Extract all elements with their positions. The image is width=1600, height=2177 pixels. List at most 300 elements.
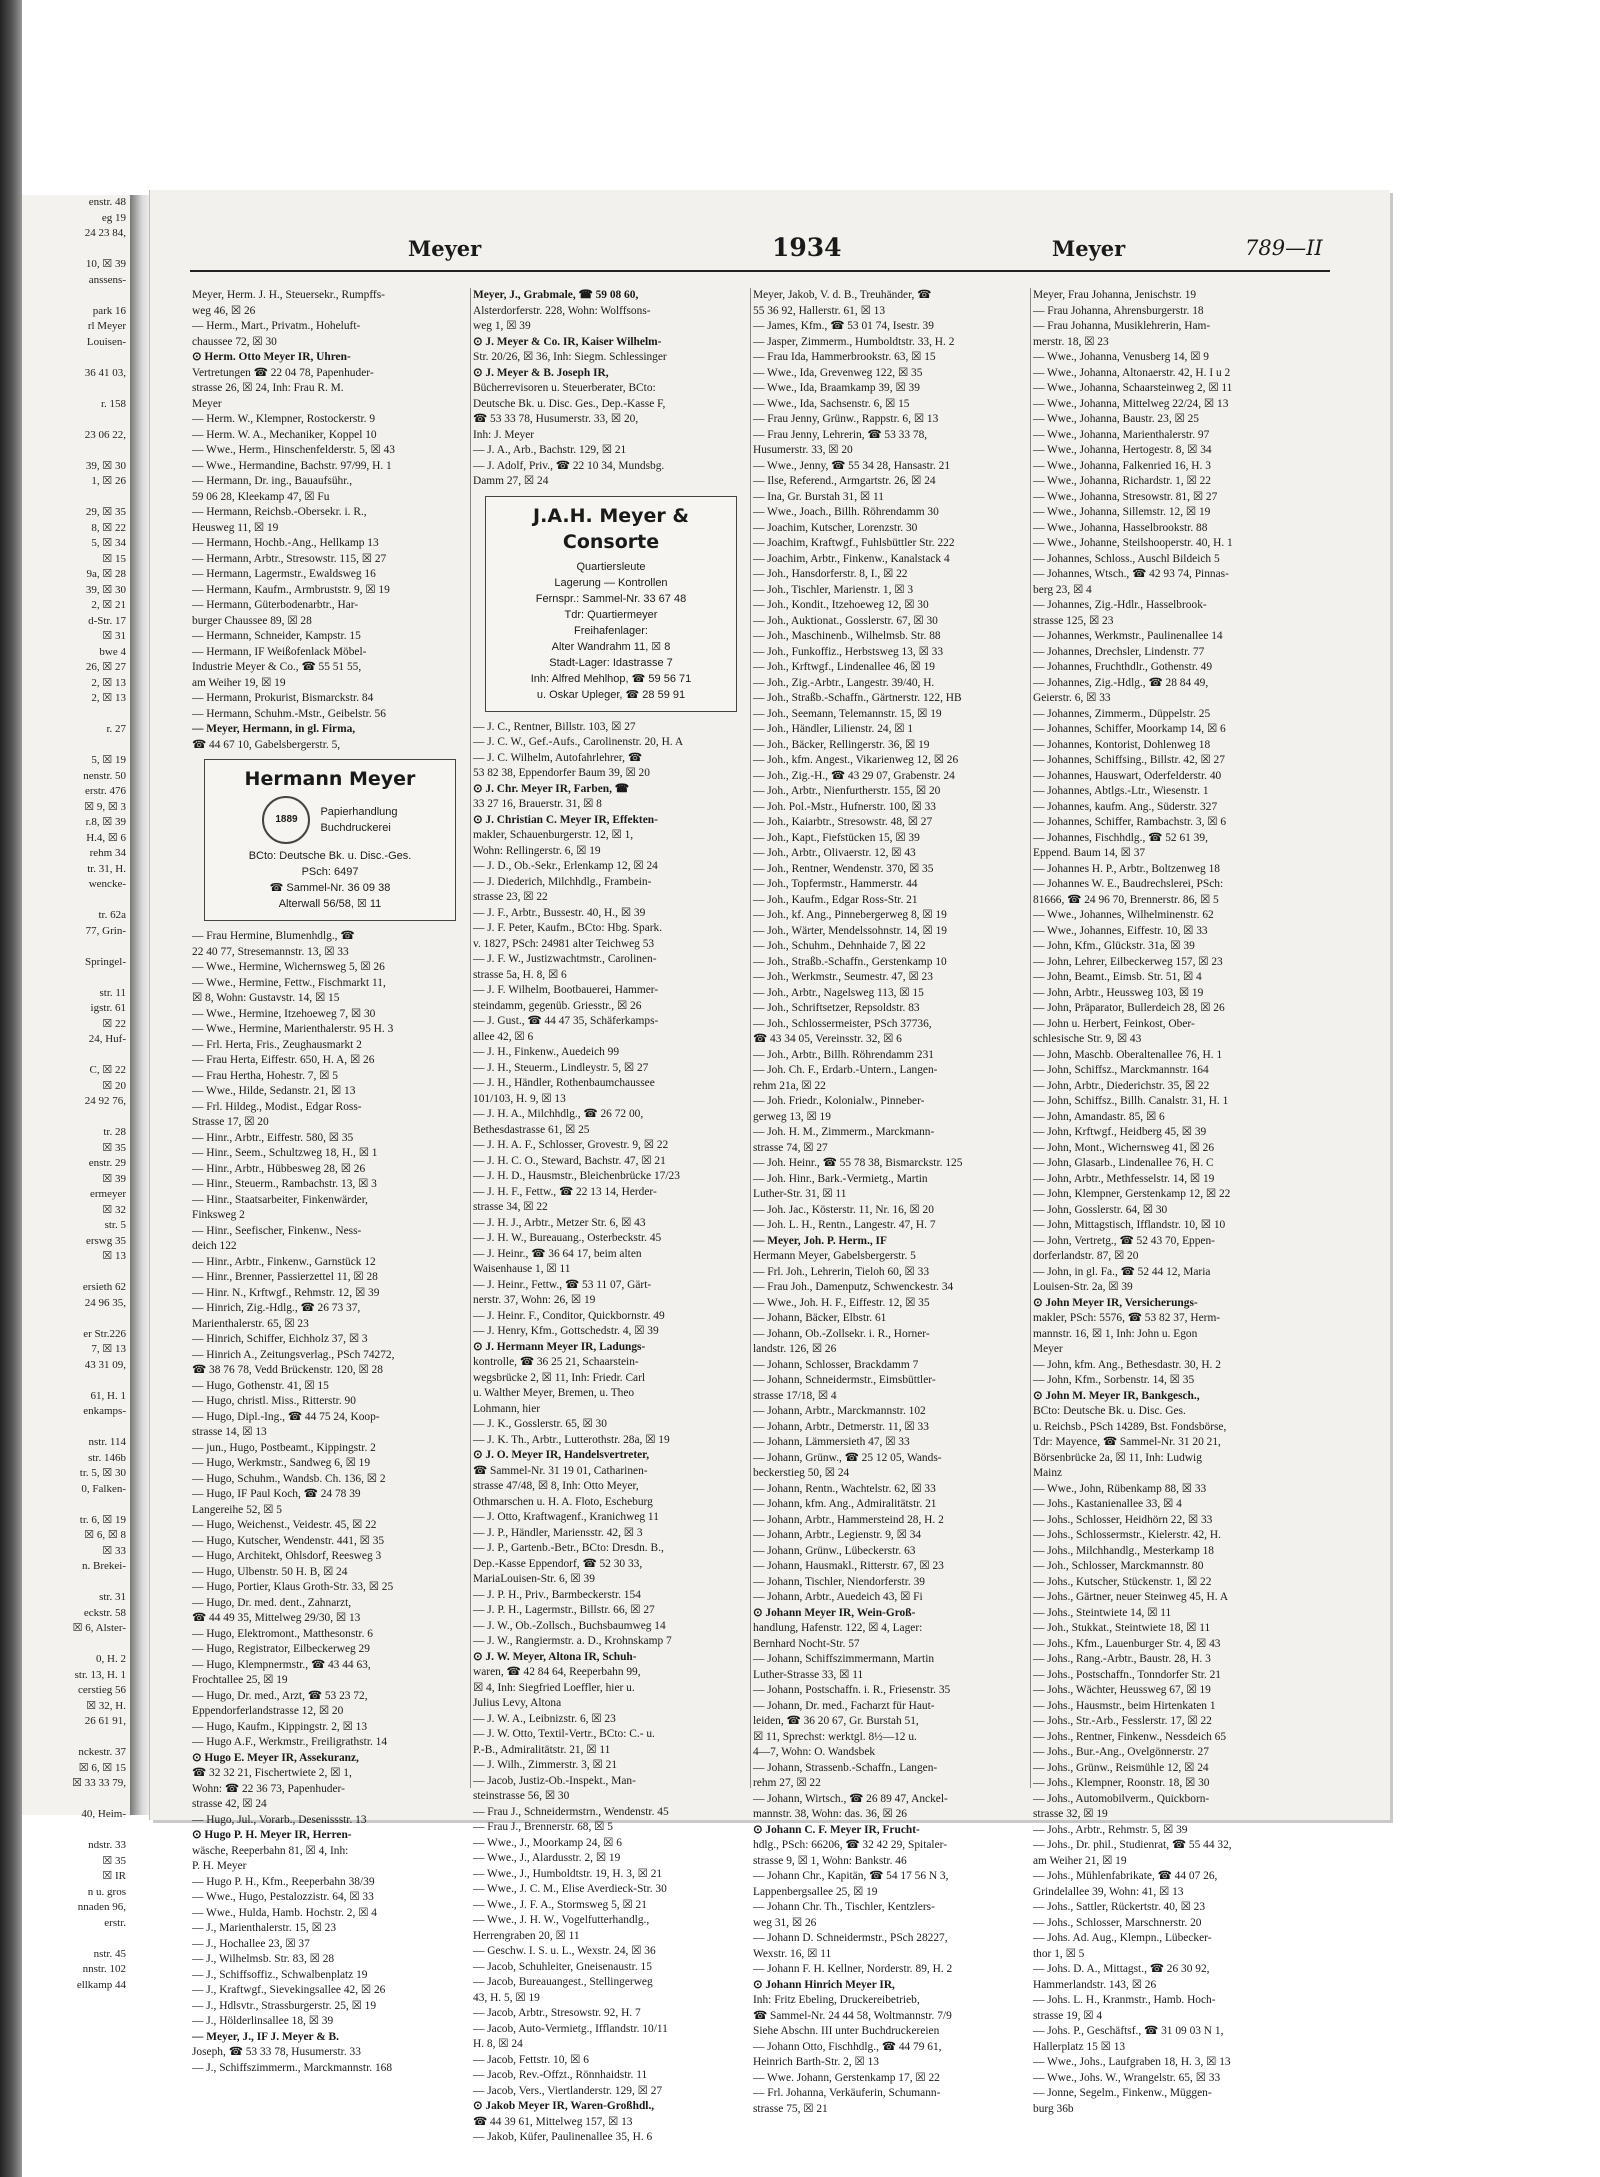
fragment-line: ☒ 15 — [102, 552, 126, 565]
directory-entry: — Johs., Grünw., Reismühle 12, ☒ 24 — [1033, 1761, 1209, 1774]
directory-entry: — Joh., Schlossermeister, PSch 37736, — [753, 1017, 932, 1030]
directory-entry: — Jacob, Bureauangest., Stellingerweg — [473, 1976, 653, 1988]
advertisement-box — [204, 759, 456, 921]
directory-entry: — Joh., Straßb.-Schaffn., Gärtnerstr. 122, HB — [753, 692, 962, 704]
directory-entry: — Joh., Rentner, Wendenstr. 370, ☒ 35 — [753, 862, 934, 875]
directory-entry: — Hugo, Klempnermstr., ☎ 43 44 63, — [192, 1658, 371, 1671]
directory-entry: Othmarschen u. H. A. Floto, Escheburg — [473, 1495, 653, 1508]
directory-entry: — Joh., Straßb.-Schaffn., Gerstenkamp 10 — [753, 955, 947, 968]
directory-entry: — Johann, Ob.-Zollsekr. i. R., Horner- — [753, 1327, 930, 1340]
directory-entry: — Johann, Grünw., ☎ 25 12 05, Wands- — [753, 1451, 942, 1464]
directory-entry: ⊙ Johann Meyer IR, Wein-Groß- — [753, 1606, 916, 1619]
directory-entry: waren, ☎ 42 84 64, Reeperbahn 99, — [473, 1666, 641, 1678]
directory-entry: — Joh., Funkoffiz., Herbstsweg 13, ☒ 33 — [753, 645, 944, 658]
directory-entry: — Wwe., Joach., Billh. Röhrendamm 30 — [753, 506, 939, 518]
fragment-line — [22, 381, 130, 397]
directory-entry: — Joh. L. H., Rentn., Langestr. 47, H. 7 — [753, 1219, 936, 1231]
directory-entry: strasse 75, ☒ 21 — [753, 2102, 828, 2115]
fragment-line: r. 158 — [100, 397, 126, 410]
directory-entry: — Wwe., Ida, Braamkamp 39, ☒ 39 — [753, 382, 920, 394]
advertisement-box — [485, 496, 737, 712]
fragment-line: H.4, ☒ 6 — [86, 831, 126, 844]
directory-entry: Tdr: Mayence, ☎ Sammel-Nr. 31 20 21, — [1033, 1436, 1221, 1448]
directory-entry: — Joachim, Arbtr., Finkenw., Kanalstack 4 — [753, 552, 950, 565]
fragment-line: 1, ☒ 26 — [91, 475, 126, 487]
directory-entry: — Wwe., Herm., Hinschenfelderstr. 5, ☒ 43 — [192, 444, 395, 456]
directory-entry: — Johs., Hausmstr., beim Hirtenkaten 1 — [1033, 1699, 1216, 1712]
directory-entry: 55 36 92, Hallerstr. 61, ☒ 13 — [753, 304, 886, 317]
directory-entry: thor 1, ☒ 5 — [1033, 1947, 1085, 1960]
directory-entry: — John u. Herbert, Feinkost, Ober- — [1033, 1017, 1195, 1030]
fragment-line: ☒ 6, ☒ 8 — [84, 1529, 126, 1541]
directory-entry: — Frau Jenny, Grünw., Rappstr. 6, ☒ 13 — [753, 413, 939, 425]
directory-entry: — J. H., Händler, Rothenbaumchaussee — [473, 1077, 655, 1089]
directory-entry: — Joh., Kondit., Itzehoeweg 12, ☒ 30 — [753, 599, 929, 611]
directory-entry: — Meyer, J., IF J. Meyer & B. — [192, 2030, 339, 2043]
directory-entry: Inh: Fritz Ebeling, Druckereibetrieb, — [753, 1994, 920, 2006]
directory-entry: — Joachim, Kutscher, Lorenzstr. 30 — [753, 521, 918, 534]
fragment-line: 77, Grin- — [85, 924, 126, 937]
directory-entry: — Johannes, Zig.-Hdlr., Hasselbrook- — [1033, 599, 1207, 611]
fragment-line: 5, ☒ 19 — [91, 754, 126, 766]
directory-entry: kontrolle, ☎ 36 25 21, Schaarstein- — [473, 1356, 639, 1368]
directory-entry: Börsenbrücke 2a, ☒ 11, Inh: Ludwig — [1033, 1451, 1202, 1464]
directory-entry: — J. Adolf, Priv., ☎ 22 10 34, Mundsbg. — [473, 459, 665, 472]
directory-entry: — J. H. J., Arbtr., Metzer Str. 6, ☒ 43 — [473, 1216, 646, 1229]
directory-entry: ⊙ Johann Hinrich Meyer IR, — [753, 1978, 895, 1991]
fragment-line: 2, ☒ 21 — [91, 599, 126, 611]
directory-entry: ☎ 38 76 78, Vedd Brückenstr. 120, ☒ 28 — [192, 1364, 383, 1376]
fragment-line: 5, ☒ 34 — [91, 537, 126, 549]
directory-entry: — Hermann, IF Weißofenlack Möbel- — [192, 645, 367, 658]
column-4 — [1030, 288, 1321, 2115]
directory-entry: — Herm., Mart., Privatm., Hoheluft- — [192, 320, 361, 332]
directory-entry: am Weiher 21, ☒ 19 — [1033, 1854, 1127, 1867]
directory-entry: makler, Schauenburgerstr. 12, ☒ 1, — [473, 829, 634, 841]
directory-entry: — Frl. Hildeg., Modist., Edgar Ross- — [192, 1100, 362, 1113]
ad-line: BCto: Deutsche Bk. u. Disc.-Ges. — [248, 850, 412, 862]
fragment-line: nnaden 96, — [77, 1901, 126, 1913]
directory-entry: — J., Wilhelmsb. Str. 83, ☒ 28 — [192, 1953, 335, 1965]
fragment-line — [22, 1311, 130, 1327]
directory-entry: — Hugo, Jul., Vorarb., Desenissstr. 13 — [192, 1813, 367, 1826]
directory-entry: — Johs., Bur.-Ang., Ovelgönnerstr. 27 — [1033, 1746, 1209, 1758]
directory-entry: — Jacob, Vers., Viertlanderstr. 129, ☒ 27 — [473, 2084, 663, 2097]
directory-entry: — Wwe., Hulda, Hamb. Hochstr. 2, ☒ 4 — [192, 1906, 377, 1919]
directory-entry: — J., Hochallee 23, ☒ 37 — [192, 1937, 310, 1950]
directory-entry: — Wwe., Johanna, Altonaerstr. 42, H. I u 2 — [1033, 366, 1231, 379]
ad-line: Freihafenlager: — [574, 624, 648, 637]
directory-entry: — Wwe., Hermine, Marienthalerstr. 95 H. 3 — [192, 1023, 394, 1035]
directory-entry: — Johann, Schiffszimmermann, Martin — [753, 1653, 935, 1665]
fragment-line: n. Brekei- — [82, 1560, 126, 1572]
directory-entry: Joseph, ☎ 53 33 78, Husumerstr. 33 — [192, 2046, 361, 2058]
directory-entry: — Hugo, Dipl.-Ing., ☎ 44 75 24, Koop- — [192, 1410, 380, 1423]
fragment-line — [22, 490, 130, 506]
fragment-line: rl Meyer — [87, 320, 126, 332]
directory-entry: — Johs., Milchhandlg., Mesterkamp 18 — [1033, 1544, 1214, 1557]
fragment-line: bwe 4 — [99, 645, 126, 658]
directory-entry: — Frau J., Schneidermstrn., Wendenstr. 45 — [473, 1805, 669, 1818]
directory-entry: — John, Mittagstisch, Ifflandstr. 10, ☒ 10 — [1033, 1219, 1226, 1231]
directory-entry: mannstr. 16, ☒ 1, Inh: John u. Egon — [1033, 1327, 1198, 1340]
directory-entry: ⊙ Johann C. F. Meyer IR, Frucht- — [753, 1823, 920, 1836]
directory-entry: — John, Beamt., Eimsb. Str. 51, ☒ 4 — [1033, 971, 1202, 983]
directory-entry: — Frau Johanna, Ahrensburgerstr. 18 — [1033, 304, 1204, 317]
directory-entry: — Johann, Lämmersieth 47, ☒ 33 — [753, 1436, 910, 1448]
directory-entry: — John, Arbtr., Heussweg 103, ☒ 19 — [1033, 986, 1204, 999]
directory-entry: burger Chaussee 89, ☒ 28 — [192, 614, 312, 627]
directory-entry: — J. P., Gartenb.-Betr., BCto: Dresdn. B., — [473, 1542, 664, 1554]
fragment-line: str. 5 — [104, 1219, 126, 1231]
directory-entry: — Joh., Hansdorferstr. 8, I., ☒ 22 — [753, 568, 908, 580]
fragment-line: rehm 34 — [89, 847, 126, 859]
page-header — [190, 230, 1330, 272]
directory-entry: — Wwe., Ida, Grevenweg 122, ☒ 35 — [753, 366, 923, 379]
scan-edge-shadow — [0, 0, 22, 2177]
ad-line: Alterwall 56/58, ☒ 11 — [278, 898, 382, 910]
directory-entry: — Johs., Kfm., Lauenburger Str. 4, ☒ 43 — [1033, 1637, 1221, 1650]
ad-line: Lagerung — Kontrollen — [554, 576, 668, 589]
directory-entry: am Weiher 19, ☒ 19 — [192, 676, 286, 689]
directory-entry: — J., Hdlsvtr., Strassburgerstr. 25, ☒ 19 — [192, 1999, 377, 2012]
directory-entry: — Johannes, Zig.-Hdlg., ☎ 28 84 49, — [1033, 676, 1209, 689]
directory-entry: Wohn: ☎ 22 36 73, Papenhuder- — [192, 1782, 345, 1795]
directory-entry: 59 06 28, Kleekamp 47, ☒ Fu — [192, 490, 330, 503]
directory-entry: — Johannes, Schloss., Auschl Bildeich 5 — [1033, 552, 1220, 565]
directory-entry: Siehe Abschn. III unter Buchdruckereien — [753, 2025, 940, 2037]
directory-entry: — Joh., Kaiarbtr., Stresowstr. 48, ☒ 27 — [753, 816, 933, 828]
fragment-line: 23 06 22, — [84, 428, 126, 441]
fragment-line: eckstr. 58 — [83, 1606, 126, 1619]
directory-entry: weg 1, ☒ 39 — [473, 320, 531, 332]
directory-entry: — Wwe., Johanna, Schaarsteinweg 2, ☒ 11 — [1033, 382, 1233, 394]
directory-entry: v. 1827, PSch: 24981 alter Teichweg 53 — [473, 937, 655, 950]
directory-entry: Damm 27, ☒ 24 — [473, 475, 549, 487]
directory-entry: — Joh., Wärter, Mendelssohnstr. 14, ☒ 19 — [753, 924, 947, 937]
directory-entry: ☎ 44 67 10, Gabelsbergerstr. 5, — [192, 738, 341, 751]
directory-entry: — Wwe., Johanne, Steilshooperstr. 40, H. 1 — [1033, 537, 1233, 549]
directory-entry: Meyer, Jakob, V. d. B., Treuhänder, ☎ — [753, 289, 932, 301]
directory-entry: — Wwe., Hermandine, Bachstr. 97/99, H. 1 — [192, 459, 392, 472]
directory-entry: — Joh., Arbtr., Billh. Röhrendamm 231 — [753, 1048, 934, 1061]
directory-entry: strasse 5a, H. 8, ☒ 6 — [473, 968, 567, 981]
directory-entry: — Hugo, Gothenstr. 41, ☒ 15 — [192, 1379, 329, 1392]
directory-entry: — Hinr., Arbtr., Hübbesweg 28, ☒ 26 — [192, 1162, 366, 1175]
directory-entry: Wexstr. 16, ☒ 11 — [753, 1947, 832, 1960]
fragment-line — [22, 738, 130, 754]
directory-entry: — Joh., Maschinenb., Wilhelmsb. Str. 88 — [753, 630, 941, 642]
directory-entry: — John, Präparator, Bullerdeich 28, ☒ 26 — [1033, 1002, 1225, 1014]
fragment-line — [22, 412, 130, 428]
directory-entry: ☎ 43 34 05, Vereinsstr. 32, ☒ 6 — [753, 1033, 902, 1045]
directory-entry: — Frau Herta, Eiffestr. 650, H. A, ☒ 26 — [192, 1054, 375, 1066]
directory-entry: strasse 14, ☒ 13 — [192, 1426, 267, 1438]
fragment-line: ndstr. 33 — [88, 1839, 126, 1851]
directory-entry: — Hermann, Hochb.-Ang., Hellkamp 13 — [192, 537, 379, 549]
directory-entry: — Wwe., Hugo, Pestalozzistr. 64, ☒ 33 — [192, 1891, 374, 1903]
fragment-line: er Str.226 — [83, 1327, 126, 1340]
directory-entry: chaussee 72, ☒ 30 — [192, 335, 277, 348]
directory-entry: — J. F., Arbtr., Bussestr. 40, H., ☒ 39 — [473, 906, 646, 919]
fragment-line: str. 11 — [99, 986, 126, 999]
directory-entry: — J. H. A. F., Schlosser, Grovestr. 9, ☒ 22 — [473, 1139, 669, 1151]
fragment-line: r. 27 — [106, 723, 126, 735]
directory-entry: — Wwe., J. H. W., Vogelfutterhandlg., — [473, 1914, 650, 1926]
directory-entry: — Jonne, Segelm., Finkenw., Müggen- — [1033, 2087, 1212, 2099]
directory-entry: — J. H., Steuerm., Lindleystr. 5, ☒ 27 — [473, 1061, 649, 1074]
directory-entry: Str. 20/26, ☒ 36, Inh: Siegm. Schlessinger — [473, 351, 667, 363]
directory-entry: ⊙ J. Christian C. Meyer IR, Effekten- — [473, 813, 658, 826]
fragment-line — [22, 1823, 130, 1839]
fragment-line: 40, Heim- — [81, 1808, 126, 1820]
directory-entry: weg 31, ☒ 26 — [753, 1916, 817, 1929]
directory-entry: — Frl. Johanna, Verkäuferin, Schumann- — [753, 2087, 941, 2099]
directory-entry: P.-B., Admiralitätstr. 21, ☒ 11 — [473, 1743, 611, 1756]
directory-entry: — Joh. Heinr., ☎ 55 78 38, Bismarckstr. 125 — [753, 1157, 963, 1169]
directory-entry: — Wwe., Joh. H. F., Eiffestr. 12, ☒ 35 — [753, 1296, 930, 1309]
directory-entry: — Johs. P., Geschäftsf., ☎ 31 09 03 N 1, — [1033, 2025, 1224, 2037]
directory-entry: 33 27 16, Brauerstr. 31, ☒ 8 — [473, 798, 602, 810]
directory-entry: — Frau Hermine, Blumenhdlg., ☎ — [192, 930, 355, 942]
directory-entry: — Joh. Ch. F., Erdarb.-Untern., Langen- — [753, 1064, 938, 1076]
directory-entry: — Joh., Topfermstr., Hammerstr. 44 — [753, 878, 918, 890]
fragment-line — [22, 1420, 130, 1436]
fragment-line: nckestr. 37 — [78, 1746, 126, 1758]
directory-entry: — Johann, Arbtr., Marckmannstr. 102 — [753, 1405, 926, 1417]
fragment-line: ☒ 35 — [102, 1854, 126, 1867]
directory-entry: Luther-Str. 31, ☒ 11 — [753, 1188, 847, 1200]
directory-entry: ☒ 11, Sprechst: werktgl. 8½—12 u. — [753, 1730, 917, 1743]
directory-entry: — Johann, Schneidermstr., Eimsbüttler- — [753, 1374, 936, 1386]
ad-line: Tdr: Quartiermeyer — [564, 608, 658, 621]
fragment-line: ersieth 62 — [82, 1281, 126, 1293]
directory-entry: — Johannes, Kontorist, Dohlenweg 18 — [1033, 738, 1211, 751]
directory-entry: — J. P. H., Priv., Barmbeckerstr. 154 — [473, 1588, 641, 1601]
directory-entry: strasse 47/48, ☒ 8, Inh: Otto Meyer, — [473, 1480, 639, 1492]
directory-entry: — Johann, Arbtr., Hammersteind 28, H. 2 — [753, 1513, 944, 1526]
directory-entry: — Johs., Kutscher, Stückenstr. 1, ☒ 22 — [1033, 1575, 1212, 1588]
directory-entry: — John, Lehrer, Eilbeckerweg 157, ☒ 23 — [1033, 955, 1223, 968]
directory-entry: ☎ 53 33 78, Husumerstr. 33, ☒ 20, — [473, 413, 639, 425]
directory-entry: Herrengraben 20, ☒ 11 — [473, 1929, 580, 1942]
directory-entry: Langereihe 52, ☒ 5 — [192, 1503, 282, 1516]
directory-entry: — Johannes, Schiffer, Moorkamp 14, ☒ 6 — [1033, 723, 1226, 735]
directory-entry: Meyer — [192, 397, 222, 410]
directory-entry: schlesische Str. 9, ☒ 43 — [1033, 1033, 1142, 1045]
fragment-line: n u. gros — [87, 1885, 126, 1898]
fragment-line: ☒ 9, ☒ 3 — [84, 800, 126, 813]
directory-entry: ☎ 44 49 35, Mittelweg 29/30, ☒ 13 — [192, 1612, 361, 1624]
directory-entry: — Wwe., Johannes, Eiffestr. 10, ☒ 33 — [1033, 924, 1208, 937]
directory-entry: — Hugo, Kutscher, Wendenstr. 441, ☒ 35 — [192, 1534, 385, 1547]
directory-entry: — Frau Ida, Hammerbrookstr. 63, ☒ 15 — [753, 351, 936, 363]
directory-entry: — Jacob, Rev.-Offzt., Rönnhaidstr. 11 — [473, 2069, 648, 2081]
fragment-line: 2, ☒ 13 — [91, 692, 126, 704]
directory-entry: — Wwe., Johs. W., Wrangelstr. 65, ☒ 33 — [1033, 2071, 1221, 2084]
fragment-line — [22, 1792, 130, 1808]
directory-entry: — Hugo, Dr. med., Arzt, ☎ 53 23 72, — [192, 1689, 368, 1702]
book-gutter — [130, 195, 150, 1815]
directory-entry: — John, Glasarb., Lindenallee 76, H. C — [1033, 1157, 1214, 1169]
directory-entry: Eppend. Baum 14, ☒ 37 — [1033, 847, 1146, 859]
fragment-line: 10, ☒ 39 — [85, 258, 126, 270]
directory-entry: — Hugo, Kaufm., Kippingstr. 2, ☒ 13 — [192, 1720, 368, 1733]
directory-entry: — John, Schiffsz., Billh. Canalstr. 31, H. 1 — [1033, 1095, 1229, 1107]
fragment-line: erstr. 476 — [85, 785, 126, 797]
directory-entry: — Hugo, Portier, Klaus Groth-Str. 33, ☒ 25 — [192, 1581, 394, 1593]
fragment-line: C, ☒ 22 — [89, 1064, 126, 1076]
directory-entry: — John, kfm. Ang., Bethesdastr. 30, H. 2 — [1033, 1358, 1221, 1371]
fragment-line: 39, ☒ 30 — [85, 459, 126, 472]
directory-entry: Geierstr. 6, ☒ 33 — [1033, 692, 1111, 704]
fragment-line: ermeyer — [89, 1188, 126, 1200]
fragment-line: str. 146b — [88, 1451, 126, 1464]
fragment-line: ☒ 6, Alster- — [72, 1622, 126, 1634]
fragment-line — [22, 1637, 130, 1653]
directory-entry: — Johs., Steintwiete 14, ☒ 11 — [1033, 1606, 1172, 1619]
fragment-line: d-Str. 17 — [88, 614, 126, 627]
directory-entry: — Joh., Arbtr., Olivaerstr. 12, ☒ 43 — [753, 847, 916, 859]
directory-entry: — Wwe., Johanna, Hasselbrookstr. 88 — [1033, 521, 1208, 534]
directory-entry: nerstr. 37, Wohn: 26, ☒ 19 — [473, 1294, 596, 1306]
directory-entry: — Johann, Rentn., Wachtelstr. 62, ☒ 33 — [753, 1482, 936, 1495]
directory-entry: — Wwe., Johanna, Sillemstr. 12, ☒ 19 — [1033, 506, 1211, 518]
header-page-number: 789—II — [1245, 236, 1323, 260]
directory-entry: — J. H. W., Bureauang., Osterbeckstr. 45 — [473, 1232, 662, 1244]
directory-entry: Dep.-Kasse Eppendorf, ☎ 52 30 33, — [473, 1557, 643, 1570]
fragment-line: erstr. — [104, 1916, 126, 1929]
fragment-line: 0, Falken- — [81, 1482, 126, 1495]
directory-entry: — Wwe., Hermine, Wichernsweg 5, ☒ 26 — [192, 961, 385, 973]
directory-entry: strasse 74, ☒ 27 — [753, 1141, 828, 1154]
directory-entry: — Hugo P. H., Kfm., Reeperbahn 38/39 — [192, 1875, 375, 1888]
directory-entry: — Wwe., Johannes, Wilhelminenstr. 62 — [1033, 909, 1214, 921]
directory-entry: — Wwe., J., Moorkamp 24, ☒ 6 — [473, 1836, 622, 1849]
directory-entry: — Jacob, Arbtr., Stresowstr. 92, H. 7 — [473, 2007, 641, 2019]
directory-entry: — Joh., Zig.-Arbtr., Langestr. 39/40, H. — [753, 676, 935, 689]
directory-entry: strasse 17/18, ☒ 4 — [753, 1389, 837, 1402]
directory-entry: Meyer, J., Grabmale, ☎ 59 08 60, — [473, 289, 639, 301]
directory-entry: Industrie Meyer & Co., ☎ 55 51 55, — [192, 661, 362, 673]
directory-entry: strasse 26, ☒ 24, Inh: Frau R. M. — [192, 382, 344, 394]
directory-entry: strasse 42, ☒ 24 — [192, 1798, 267, 1810]
directory-entry: — Johannes, Werkmstr., Paulinenallee 14 — [1033, 630, 1223, 642]
fragment-line: str. 31 — [99, 1591, 126, 1603]
directory-entry: berg 23, ☒ 4 — [1033, 583, 1092, 596]
directory-entry: — Johann, Bäcker, Elbstr. 61 — [753, 1312, 887, 1324]
directory-entry: Marienthalerstr. 65, ☒ 23 — [192, 1317, 309, 1330]
fragment-line: ☒ 13 — [102, 1250, 126, 1262]
directory-entry: — Johann, Arbtr., Auedeich 43, ☒ Fi — [753, 1591, 923, 1603]
fragment-line: tr. 6, ☒ 19 — [79, 1513, 126, 1526]
directory-entry: Meyer, Frau Johanna, Jenischstr. 19 — [1033, 289, 1197, 301]
fragment-line: 61, H. 1 — [90, 1389, 126, 1402]
directory-entry: — John, Schiffsz., Marckmannstr. 164 — [1033, 1064, 1209, 1076]
directory-entry: — John, Maschb. Oberaltenallee 76, H. 1 — [1033, 1048, 1223, 1061]
directory-entry: — J., Schiffszimmerm., Marckmannstr. 168 — [192, 2061, 393, 2074]
fragment-line: Louisen- — [86, 335, 126, 348]
directory-entry: ☒ 8, Wohn: Gustavstr. 14, ☒ 15 — [192, 992, 340, 1004]
directory-entry: — Hermann, Prokurist, Bismarckstr. 84 — [192, 692, 374, 704]
directory-entry: — Johann, Dr. med., Facharzt für Haut- — [753, 1699, 935, 1712]
directory-entry: — Wwe., Ida, Sachsenstr. 6, ☒ 15 — [753, 397, 910, 410]
directory-entry: — Hermann, Schneider, Kampstr. 15 — [192, 630, 361, 642]
fragment-line: 43 31 09, — [84, 1358, 126, 1371]
directory-entry: — J. W. Otto, Textil-Vertr., BCto: C.- u. — [473, 1728, 655, 1740]
fragment-line: ☒ 33 33 79, — [72, 1777, 126, 1789]
directory-entry: — J. Gust., ☎ 44 47 35, Schäferkamps- — [473, 1015, 659, 1027]
directory-entry: — Hinrich, Zig.-Hdlg., ☎ 26 73 37, — [192, 1302, 361, 1314]
directory-entry: steindamm, gegenüb. Griesstr., ☒ 26 — [473, 999, 642, 1012]
directory-entry: Bethesdastrasse 61, ☒ 25 — [473, 1123, 590, 1136]
directory-entry: — J. P. H., Lagermstr., Billstr. 66, ☒ 27 — [473, 1604, 655, 1616]
directory-entry: ⊙ J. Meyer & B. Joseph IR, — [473, 366, 609, 379]
fragment-line: 26, ☒ 27 — [85, 661, 126, 673]
ad-line: PSch: 6497 — [301, 866, 359, 878]
fragment-line: enstr. 29 — [88, 1157, 126, 1169]
directory-entry: — Frau Hertha, Hohestr. 7, ☒ 5 — [192, 1069, 338, 1082]
fragment-line: park 16 — [92, 304, 126, 317]
directory-entry: — Joh., Seemann, Telemannstr. 15, ☒ 19 — [753, 707, 942, 720]
directory-entry: ⊙ J. Hermann Meyer IR, Ladungs- — [473, 1340, 646, 1353]
fragment-line: enkamps- — [83, 1405, 126, 1417]
fragment-line: 26 61 91, — [84, 1715, 126, 1727]
directory-entry: Heusweg 11, ☒ 19 — [192, 521, 279, 534]
fragment-line — [22, 939, 130, 955]
fragment-line — [22, 1048, 130, 1064]
fragment-line: wencke- — [88, 878, 126, 890]
directory-entry: Julius Levy, Altona — [473, 1697, 562, 1709]
directory-entry: — Hermann, Schuhm.-Mstr., Geibelstr. 56 — [192, 707, 386, 720]
directory-entry: ☒ 4, Inh: Siegfried Loeffler, hier u. — [473, 1681, 635, 1694]
directory-entry: — Joh., Händler, Lilienstr. 24, ☒ 1 — [753, 723, 914, 735]
directory-entry: u. Reichsb., PSch 14289, Bst. Fondsbörse, — [1033, 1420, 1227, 1433]
directory-entry: strasse 32, ☒ 19 — [1033, 1808, 1108, 1820]
directory-entry: — Hugo, Registrator, Eilbeckerweg 29 — [192, 1643, 370, 1655]
directory-entry: — Johs., Schlosser, Heidhörn 22, ☒ 33 — [1033, 1513, 1213, 1526]
fragment-line: 36 41 03, — [84, 366, 126, 379]
fragment-line: tr. 28 — [103, 1126, 126, 1138]
directory-entry: — Johann D. Schneidermstr., PSch 28227, — [753, 1932, 948, 1944]
directory-entry: — Wwe., Hermine, Itzehoeweg 7, ☒ 30 — [192, 1007, 376, 1020]
directory-entry: — Meyer, Joh. P. Herm., IF — [753, 1234, 887, 1247]
directory-entry: 53 82 38, Eppendorfer Baum 39, ☒ 20 — [473, 767, 650, 779]
directory-entry: — J. C. W., Gef.-Aufs., Carolinenstr. 20, H. A — [473, 736, 684, 748]
directory-entry: — Wwe., Johanna, Mittelweg 22/24, ☒ 13 — [1033, 397, 1229, 410]
directory-entry: — Hugo, IF Paul Koch, ☎ 24 78 39 — [192, 1488, 361, 1500]
directory-entry: — Johannes, Hauswart, Oderfelderstr. 40 — [1033, 769, 1222, 782]
directory-entry: — Hinr. N., Krftwgf., Rehmstr. 12, ☒ 39 — [192, 1286, 380, 1299]
directory-entry: — Johannes, Abtlgs.-Ltr., Wiesenstr. 1 — [1033, 785, 1209, 797]
directory-entry: — Johann Otto, Fischhdlg., ☎ 44 79 61, — [753, 2040, 942, 2053]
directory-entry: — J. K. Th., Arbtr., Lutterothstr. 28a, ☒ 19 — [473, 1433, 670, 1446]
directory-entry: — Johannes, Schiffer, Rambachstr. 3, ☒ 6 — [1033, 816, 1227, 828]
directory-entry: — J. W., Ob.-Zollsch., Buchsbaumweg 14 — [473, 1619, 666, 1632]
directory-entry: ⊙ Hugo P. H. Meyer IR, Herren- — [192, 1829, 352, 1841]
directory-entry: strasse 19, ☒ 4 — [1033, 2009, 1103, 2022]
directory-entry: — Wwe., Johanna, Falkenried 16, H. 3 — [1033, 459, 1211, 472]
directory-entry: Lohmann, hier — [473, 1402, 541, 1415]
directory-entry: — Jasper, Zimmerm., Humboldtstr. 33, H. 2 — [753, 335, 955, 348]
directory-entry: — Hermann, Reichsb.-Obersekr. i. R., — [192, 506, 367, 518]
directory-entry: ⊙ J. Chr. Meyer IR, Farben, ☎ — [473, 782, 629, 795]
ad-line: Stadt-Lager: Idastrasse 7 — [549, 656, 673, 669]
directory-entry: — J. W. A., Leibnizstr. 6, ☒ 23 — [473, 1712, 616, 1725]
fragment-line — [22, 1110, 130, 1126]
fragment-line: 0, H. 2 — [96, 1653, 126, 1665]
directory-entry: — Wwe., Johanna, Richardstr. 1, ☒ 22 — [1033, 475, 1211, 487]
